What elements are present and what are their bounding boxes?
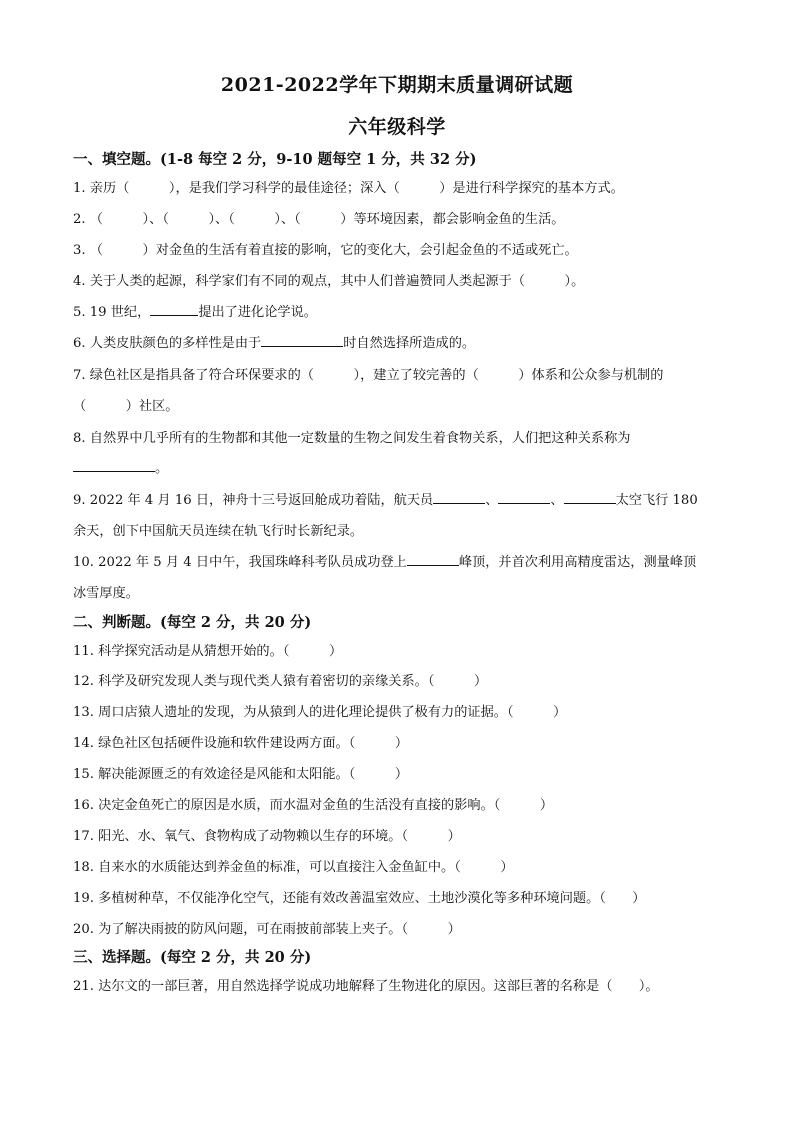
question-10-text-b: 峰顶，并首次利用高精度雷达，测量峰顶 (458, 555, 697, 570)
answer-blank[interactable] (564, 489, 616, 504)
answer-blank[interactable] (433, 489, 485, 504)
question-9-text-b: 太空飞行 180 (615, 493, 698, 508)
question-1: 1. 亲历（ ），是我们学习科学的最佳途径；深入（ ）是进行科学探究的基本方式。 (73, 181, 624, 196)
question-11: 11. 科学探究活动是从猜想开始的。（ ） (73, 644, 343, 659)
question-9-sep-2: 、 (550, 493, 564, 508)
section-fill-blank-heading: 一、填空题。(1-8 每空 2 分，9-10 题每空 1 分，共 32 分) (73, 151, 477, 168)
question-13: 13. 周口店猿人遗址的发现，为从猿到人的进化理论提供了极有力的证据。（ ） (73, 705, 567, 720)
question-18: 18. 自来水的水质能达到养金鱼的标准，可以直接注入金鱼缸中。（ ） (73, 860, 514, 875)
question-17: 17. 阳光、水、氧气、食物构成了动物赖以生存的环境。（ ） (73, 829, 461, 844)
section-true-false-heading: 二、判断题。(每空 2 分，共 20 分) (73, 614, 312, 631)
question-3: 3. （ ）对金鱼的生活有着直接的影响，它的变化大，会引起金鱼的不适或死亡。 (73, 243, 578, 258)
answer-blank[interactable] (498, 489, 550, 504)
question-15: 15. 解决能源匮乏的有效途径是风能和太阳能。（ ） (73, 767, 409, 782)
question-16: 16. 决定金鱼死亡的原因是水质，而水温对金鱼的生活没有直接的影响。（ ） (73, 798, 554, 813)
question-21: 21. 达尔文的一部巨著，用自然选择学说成功地解释了生物进化的原因。这部巨著的名称是（ ）。 (73, 979, 659, 994)
question-9-line-1 (73, 489, 698, 508)
exam-title: 2021-2022学年下期期末质量调研试题 (220, 74, 574, 96)
question-8-line-2 (73, 457, 168, 476)
question-19: 19. 多植树种草，不仅能净化空气，还能有效改善温室效应、土地沙漠化等多种环境问题。（ ） (73, 891, 646, 906)
section-multiple-choice-heading: 三、选择题。(每空 2 分，共 20 分) (73, 949, 312, 966)
question-9-sep-1: 、 (485, 493, 499, 508)
question-12: 12. 科学及研究发现人类与现代类人猿有着密切的亲缘关系。（ ） (73, 674, 488, 689)
question-4: 4. 关于人类的起源，科学家们有不同的观点，其中人们普遍赞同人类起源于（ ）。 (73, 274, 585, 289)
question-8-line-1: 8. 自然界中几乎所有的生物都和其他一定数量的生物之间发生着食物关系，人们把这种关系称为 (73, 431, 631, 446)
question-5-text-b: 提出了进化论学说。 (198, 305, 317, 320)
question-6 (73, 332, 475, 351)
question-5 (73, 301, 317, 320)
question-10-line-2: 冰雪厚度。 (73, 586, 139, 601)
question-20: 20. 为了解决雨披的防风问题，可在雨披前部装上夹子。（ ） (73, 922, 461, 937)
question-7-line-1: 7. 绿色社区是指具备了符合环保要求的（ ），建立了较完善的（ ）体系和公众参与机制的 (73, 368, 664, 383)
answer-blank[interactable] (261, 332, 343, 347)
answer-blank[interactable] (407, 551, 459, 566)
answer-blank[interactable] (150, 301, 198, 316)
question-8-end: 。 (155, 461, 169, 476)
question-2: 2. （ ）、（ ）、（ ）、（ ）等环境因素，都会影响金鱼的生活。 (73, 212, 565, 227)
answer-blank[interactable] (73, 457, 155, 472)
question-10-text-a: 10. 2022 年 5 月 4 日中午，我国珠峰科考队员成功登上 (73, 555, 407, 570)
question-5-text-a: 5. 19 世纪， (73, 305, 151, 320)
question-6-text-a: 6. 人类皮肤颜色的多样性是由于 (73, 336, 262, 351)
question-6-text-b: 时自然选择所造成的。 (343, 336, 476, 351)
question-9-line-2: 余天，创下中国航天员连续在轨飞行时长新纪录。 (73, 524, 364, 539)
exam-subtitle: 六年级科学 (348, 116, 446, 138)
question-10-line-1 (73, 551, 696, 570)
question-7-line-2: （ ）社区。 (73, 399, 179, 414)
question-9-text-a: 9. 2022 年 4 月 16 日，神舟十三号返回舱成功着陆，航天员 (73, 493, 434, 508)
question-14: 14. 绿色社区包括硬件设施和软件建设两方面。（ ） (73, 736, 409, 751)
